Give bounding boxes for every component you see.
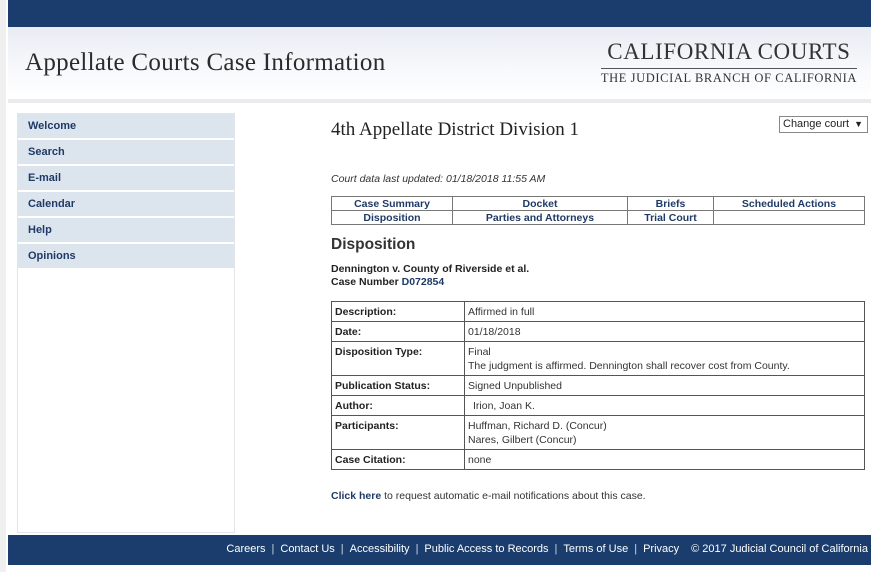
sidebar-item-help[interactable]: Help xyxy=(18,218,234,242)
case-number-link[interactable]: D072854 xyxy=(401,276,445,288)
chevron-down-icon: ▼ xyxy=(854,119,863,129)
last-updated-text: Court data last updated: 01/18/2018 11:55 AM xyxy=(331,173,546,185)
section-title: Disposition xyxy=(331,236,416,253)
table-row xyxy=(332,396,865,416)
disposition-type-final: Final xyxy=(468,346,491,358)
notify-line xyxy=(331,490,646,502)
footer-link-careers[interactable]: Careers xyxy=(226,543,266,555)
change-court-value: Change court xyxy=(783,118,850,130)
date-value: 01/18/2018 xyxy=(465,322,865,342)
tab-briefs[interactable]: Briefs xyxy=(628,197,714,211)
case-citation-label: Case Citation: xyxy=(332,450,465,470)
case-number-line xyxy=(331,276,444,288)
sidebar-item-welcome[interactable]: Welcome xyxy=(18,114,234,138)
tab-disposition[interactable]: Disposition xyxy=(332,211,453,225)
footer-link-terms[interactable]: Terms of Use xyxy=(563,543,629,555)
sidebar-item-search[interactable]: Search xyxy=(18,140,234,164)
date-label: Date: xyxy=(332,322,465,342)
click-here-link[interactable]: Click here xyxy=(331,490,382,502)
table-row xyxy=(332,416,865,450)
brand-sub-text: THE JUDICIAL BRANCH OF CALIFORNIA xyxy=(600,71,857,85)
tab-docket[interactable]: Docket xyxy=(453,197,628,211)
description-value: Affirmed in full xyxy=(465,302,865,322)
footer-link-public-access[interactable]: Public Access to Records xyxy=(424,543,549,555)
case-number-label: Case Number xyxy=(331,276,402,288)
footer-separator: | xyxy=(634,543,638,555)
sidebar-item-calendar[interactable]: Calendar xyxy=(18,192,234,216)
footer-separator: | xyxy=(554,543,558,555)
table-row xyxy=(332,302,865,322)
table-row xyxy=(332,342,865,376)
page-left-edge xyxy=(0,0,6,572)
table-row xyxy=(332,450,865,470)
tab-trial-court[interactable]: Trial Court xyxy=(628,211,714,225)
sidebar-nav xyxy=(17,113,235,533)
court-name-heading: 4th Appellate District Division 1 xyxy=(331,119,580,140)
tab-case-summary[interactable]: Case Summary xyxy=(332,197,453,211)
table-row xyxy=(332,376,865,396)
case-tabs xyxy=(331,196,865,225)
footer-link-contact[interactable]: Contact Us xyxy=(280,543,335,555)
case-title: Dennington v. County of Riverside et al. xyxy=(331,263,530,275)
sidebar-item-email[interactable]: E-mail xyxy=(18,166,234,190)
footer-link-accessibility[interactable]: Accessibility xyxy=(349,543,410,555)
disposition-type-note: The judgment is affirmed. Dennington shall recover cost from County. xyxy=(468,360,790,372)
participant-2: Nares, Gilbert (Concur) xyxy=(468,434,577,446)
footer-separator: | xyxy=(340,543,344,555)
participants-value xyxy=(465,416,865,450)
author-value: Irion, Joan K. xyxy=(465,396,865,416)
footer-copyright: © 2017 Judicial Council of California xyxy=(691,543,868,555)
page-footer xyxy=(8,535,871,565)
disposition-type-label: Disposition Type: xyxy=(332,342,465,376)
tab-scheduled-actions[interactable]: Scheduled Actions xyxy=(714,197,865,211)
tab-parties-attorneys[interactable]: Parties and Attorneys xyxy=(453,211,628,225)
brand-main-text: CALIFORNIA COURTS xyxy=(601,39,857,69)
disposition-table xyxy=(331,301,865,470)
participants-label: Participants: xyxy=(332,416,465,450)
author-label: Author: xyxy=(332,396,465,416)
notify-text: to request automatic e-mail notifications about this case. xyxy=(381,490,646,502)
california-courts-logo[interactable] xyxy=(601,39,857,86)
footer-separator: | xyxy=(415,543,419,555)
publication-status-value: Signed Unpublished xyxy=(465,376,865,396)
description-label: Description: xyxy=(332,302,465,322)
publication-status-label: Publication Status: xyxy=(332,376,465,396)
table-row xyxy=(332,322,865,342)
tab-empty-cell xyxy=(714,211,865,225)
site-title: Appellate Courts Case Information xyxy=(25,49,386,76)
top-bar xyxy=(8,0,871,27)
sidebar-item-opinions[interactable]: Opinions xyxy=(18,244,234,268)
footer-link-privacy[interactable]: Privacy xyxy=(643,543,680,555)
disposition-type-value xyxy=(465,342,865,376)
footer-links xyxy=(226,543,868,555)
participant-1: Huffman, Richard D. (Concur) xyxy=(468,420,607,432)
site-banner xyxy=(8,27,871,103)
case-citation-value: none xyxy=(465,450,865,470)
change-court-select[interactable] xyxy=(779,116,868,133)
footer-separator: | xyxy=(271,543,275,555)
